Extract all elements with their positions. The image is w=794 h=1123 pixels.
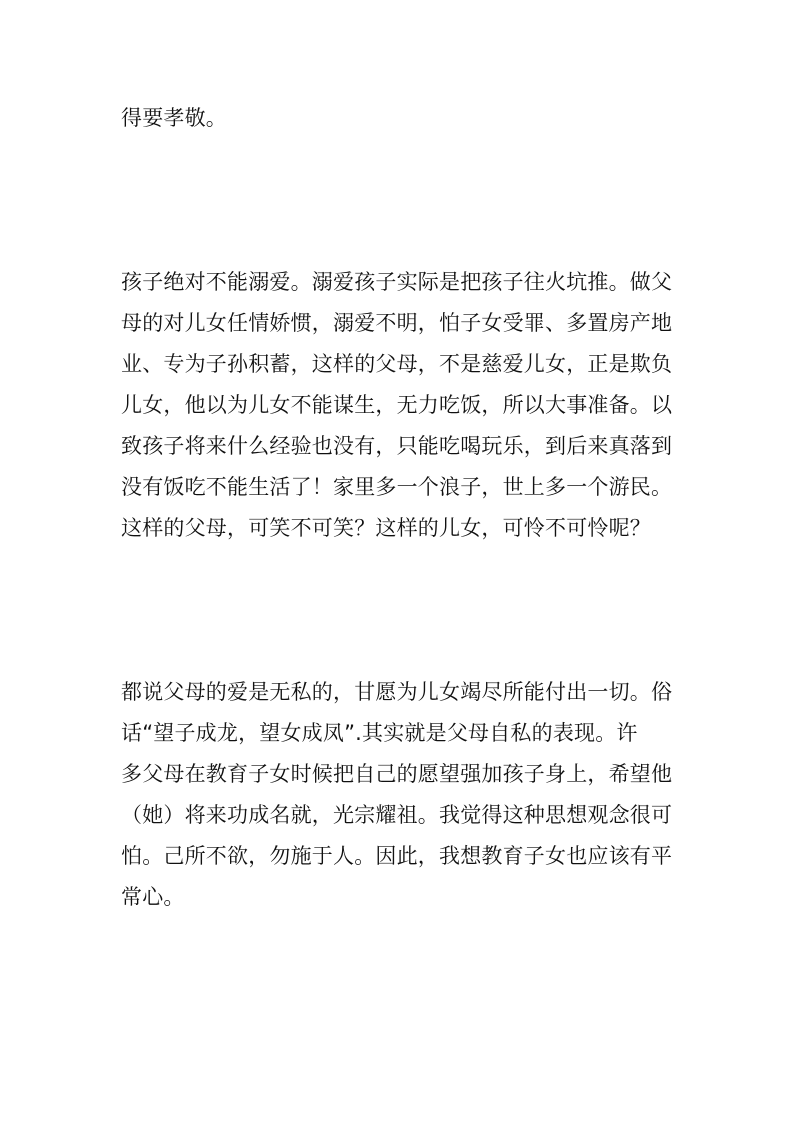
- text-line: 业、专为子孙积蓄，这样的父母，不是慈爱儿女，正是欺负: [121, 352, 673, 376]
- text-line: 怕。己所不欲，勿施于人。因此，我想教育子女也应该有平: [121, 844, 673, 868]
- text-line: 没有饭吃不能生活了！家里多一个浪子，世上多一个游民。: [121, 475, 673, 499]
- text-line: 这样的父母，可笑不可笑？这样的儿女，可怜不可怜呢？: [121, 516, 651, 540]
- text-line: 常心。: [121, 885, 185, 909]
- text-line: 得要孝敬。: [121, 106, 227, 130]
- text-line: 母的对儿女任情娇惯，溺爱不明，怕子女受罪、多置房产地: [121, 311, 673, 335]
- text-line: 都说父母的爱是无私的，甘愿为儿女竭尽所能付出一切。俗: [121, 680, 673, 704]
- text-line: 儿女，他以为儿女不能谋生，无力吃饭，所以大事准备。以: [121, 393, 673, 417]
- text-line: 话“望子成龙，望女成凤”.其实就是父母自私的表现。许: [121, 721, 638, 745]
- text-line: 致孩子将来什么经验也没有，只能吃喝玩乐，到后来真落到: [121, 434, 673, 458]
- text-line: 多父母在教育子女时候把自己的愿望强加孩子身上，希望他: [121, 762, 673, 786]
- text-line: （她）将来功成名就，光宗耀祖。我觉得这种思想观念很可: [121, 803, 673, 827]
- text-line: 孩子绝对不能溺爱。溺爱孩子实际是把孩子往火坑推。做父: [121, 270, 673, 294]
